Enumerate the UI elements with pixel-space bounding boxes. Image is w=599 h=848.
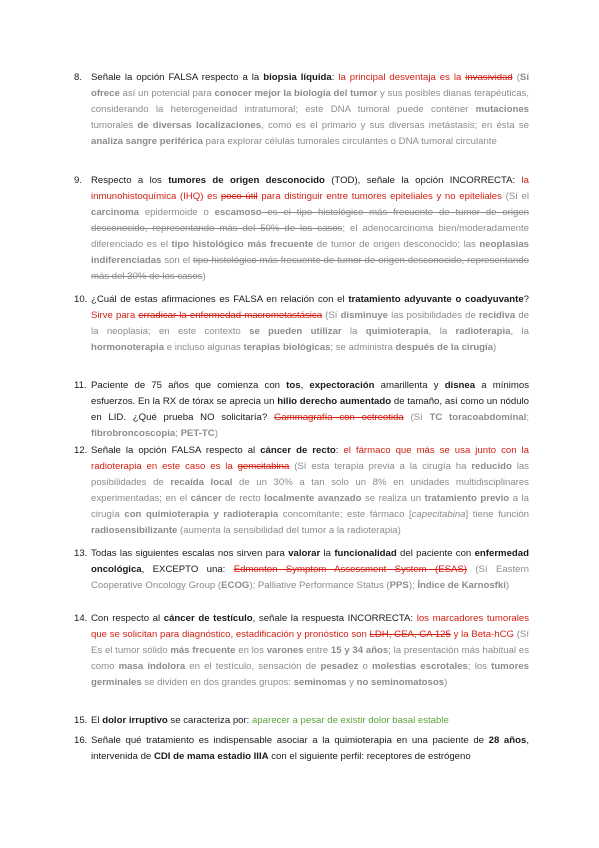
question-item [74, 292, 529, 356]
question-text [91, 378, 529, 442]
text-segment: cáncer de recto [260, 445, 336, 456]
text-segment: terapias biológicas [243, 342, 331, 353]
text-segment: son el [161, 255, 194, 266]
text-segment: entre [303, 645, 331, 656]
text-segment: ( [512, 72, 520, 83]
text-segment: del paciente con [396, 548, 475, 559]
text-segment: poco útil [220, 191, 258, 202]
text-segment: Señale qué tratamiento es indispensable asociar a la quimioterapia en una paciente de [91, 735, 489, 746]
text-segment: invasividad [465, 72, 513, 83]
text-segment: Sí ofrece [91, 72, 529, 99]
text-segment: escamoso [214, 207, 262, 218]
question-number: 16. [74, 735, 88, 746]
question-item [74, 611, 529, 691]
text-segment: PPS [389, 580, 409, 591]
text-segment: : [331, 72, 339, 83]
text-segment: ) [214, 428, 218, 439]
question-text [91, 713, 529, 729]
text-segment: las posibilidades de [388, 310, 479, 321]
text-segment: recidiva [478, 310, 516, 321]
text-segment: radioterapia [455, 326, 511, 337]
text-segment: , la [510, 326, 529, 337]
text-segment: la principal desventaja es la [338, 72, 466, 83]
text-segment: ; los [467, 661, 492, 672]
text-segment: disminuye [340, 310, 389, 321]
text-segment: recaída local [170, 477, 233, 488]
text-segment: en el testículo, sensación de [185, 661, 321, 672]
text-segment: Respecto a los [91, 175, 169, 186]
text-segment: PET-TC [180, 428, 215, 439]
text-segment: carcinoma [91, 207, 139, 218]
text-segment: Señale la opción FALSA respecto a la [91, 72, 264, 83]
text-segment: Edmonton Symptom Assessment System (ESAS) [233, 564, 467, 575]
text-segment: amarillenta y [374, 380, 445, 391]
text-segment: tumores germinales [91, 661, 529, 688]
text-segment: tipo histológico más frecuente [171, 239, 314, 250]
text-segment: (Sí [403, 412, 430, 423]
text-segment: se realiza un [361, 493, 425, 504]
text-segment: se dividen en dos grandes grupos: [141, 677, 294, 688]
text-segment: varones [266, 645, 304, 656]
text-segment: la [341, 326, 366, 337]
text-segment: no seminomatosos [356, 677, 445, 688]
text-segment: CDI de mama estadio IIIA [153, 751, 269, 762]
text-segment: y sus posibles dianas terapéuticas, considerando la heterogeneidad intratumoral; este DNA tumoral puede contener [91, 88, 529, 115]
text-segment: e incluso algunas [164, 342, 244, 353]
text-segment: ; se administra [330, 342, 396, 353]
text-segment: Con respecto al [91, 613, 164, 624]
text-segment: para distinguir entre tumores epiteliales y no epiteliales [257, 191, 502, 202]
text-segment: (Sí Eastern Cooperative Oncology Group ( [91, 564, 530, 591]
text-segment: para explorar células tumorales circulantes o DNA tumoral circulante [202, 136, 497, 147]
text-segment: (Sí el [501, 191, 530, 202]
text-segment: más frecuente [170, 645, 236, 656]
text-segment: tumorales [91, 120, 138, 131]
text-segment: mutaciones [475, 104, 529, 115]
text-segment: (Sí esta terapia previa a la cirugía ha [289, 461, 472, 472]
text-segment: Índice de Karnosfki [417, 580, 506, 591]
text-segment: expectoración [309, 380, 375, 391]
text-segment: así un potencial para [119, 88, 215, 99]
text-segment: tipo histológico más frecuente de tumor de origen desconocido, representando más del 30% de los casos [91, 255, 529, 282]
text-segment: ) [493, 342, 497, 353]
text-segment: tumores de origen desconocido [168, 175, 325, 186]
text-segment: ); Palliative Performance Status ( [249, 580, 390, 591]
text-segment: de tumor de origen desconocido; las [313, 239, 480, 250]
question-item [74, 378, 530, 442]
text-segment: a la cirugía [91, 493, 530, 520]
question-number: 12. [74, 445, 88, 456]
text-segment: ) [202, 271, 206, 282]
text-segment: (Sí Es el tumor sólido [91, 629, 529, 656]
question-text [91, 173, 529, 285]
text-segment: Paciente de 75 años que comienza con [91, 380, 287, 391]
text-segment: 15 y 34 años [330, 645, 389, 656]
text-segment: concomitante; este fármaco [ [278, 509, 412, 520]
question-item [74, 443, 530, 539]
text-segment: los marcadores tumorales que se solicitan para diagnóstico, estadificación y pronóstico son [91, 613, 529, 640]
text-segment: localmente avanzado [264, 493, 362, 504]
text-segment: y la Beta-hCG [450, 629, 514, 640]
text-segment: TC toracoabdominal [429, 412, 527, 423]
text-segment: epidermoide o [139, 207, 215, 218]
question-item [74, 70, 529, 150]
text-segment: es el tipo histológico más frecuente de tumor de origen desconocido, representando más del 50% de los casos [91, 207, 529, 234]
text-segment: masa indolora [118, 661, 186, 672]
text-segment: hormonoterapia [91, 342, 165, 353]
text-segment: reducido [471, 461, 512, 472]
text-segment: radiosensibilizante [91, 525, 178, 536]
text-segment: (Sí [322, 310, 341, 321]
text-segment: ¿Cuál de estas afirmaciones es FALSA en relación con el [91, 294, 349, 305]
text-segment: Gammagrafía con octreotida [273, 412, 404, 423]
text-segment: de recto [221, 493, 265, 504]
text-segment: cáncer [190, 493, 222, 504]
text-segment: ) [505, 580, 510, 591]
text-segment: la [320, 548, 335, 559]
text-segment: analiza sangre periférica [91, 136, 203, 147]
text-segment: , como es el primario y sus diversas metástasis; en ésta se [261, 120, 529, 131]
text-segment: quimioterapia [365, 326, 429, 337]
text-segment: , señale la respuesta INCORRECTA: [252, 613, 417, 624]
text-segment: y [346, 677, 357, 688]
text-segment: ] tiene función [465, 509, 530, 520]
text-segment: funcionalidad [334, 548, 397, 559]
text-segment: de tamaño, así como un nódulo en LID. ¿Qué prueba NO solicitaría? [91, 396, 529, 423]
text-segment: , intervenida de [91, 735, 529, 762]
text-segment: neoplasias indiferenciadas [91, 239, 529, 266]
text-segment: a mínimos esfuerzos. En la RX de tórax se aprecia un [91, 380, 530, 407]
text-segment: capecitabina [411, 509, 466, 520]
question-number: 8. [74, 72, 83, 83]
text-segment: molestias escrotales [372, 661, 468, 672]
text-segment: conocer mejor la biología del tumor [214, 88, 378, 99]
text-segment: ) [444, 677, 448, 688]
text-segment: 28 años [488, 735, 527, 746]
text-segment: con quimioterapia y radioterapia [124, 509, 279, 520]
question-text [91, 733, 529, 765]
text-segment: biopsia líquida [263, 72, 332, 83]
text-segment: ; [526, 412, 529, 423]
text-segment: pesadez [320, 661, 359, 672]
text-segment: seminomas [293, 677, 347, 688]
text-segment: las posibilidades de [91, 461, 529, 488]
question-text [91, 70, 529, 150]
text-segment: El [91, 715, 103, 726]
text-segment: , EXCEPTO una: [141, 564, 234, 575]
text-segment: se caracteriza por: [167, 715, 253, 726]
text-segment: ; el adenocarcinoma bien/moderadamente diferenciado es el [91, 223, 529, 250]
question-item [74, 173, 530, 285]
text-segment: ; la presentación más habitual es como [91, 645, 529, 672]
text-segment: cáncer de testículo [163, 613, 253, 624]
text-segment: : [335, 445, 344, 456]
text-segment: ; [175, 428, 181, 439]
text-segment: tratamiento previo [424, 493, 510, 504]
question-item [74, 713, 529, 729]
question-text [91, 292, 529, 356]
question-item [74, 546, 530, 594]
question-item [74, 733, 529, 765]
question-number: 13. [74, 548, 88, 559]
text-segment: LDH, CEA, CA 125 [369, 629, 451, 640]
text-segment: enfermedad oncológica [91, 548, 529, 575]
text-segment: de la neoplasia; en este contexto [91, 310, 529, 337]
text-segment: Señale la opción FALSA respecto al [91, 445, 261, 456]
text-segment: después de la cirugía [395, 342, 494, 353]
text-segment: la inmunohistoquímica (IHQ) es [91, 175, 529, 202]
text-segment: ? [523, 294, 529, 305]
question-text [91, 443, 529, 539]
text-segment: tos [286, 380, 301, 391]
question-number: 9. [74, 175, 83, 186]
text-segment: fibrobroncoscopia [91, 428, 176, 439]
text-segment: de diversas localizaciones [137, 120, 262, 131]
text-segment: dolor irruptivo [102, 715, 168, 726]
question-text [91, 546, 529, 594]
text-segment: ECOG [221, 580, 250, 591]
text-segment: tratamiento adyuvante o coadyuvante [348, 294, 524, 305]
question-number: 14. [74, 613, 88, 624]
question-number: 15. [74, 715, 88, 726]
question-text [91, 611, 529, 691]
text-segment: ); [408, 580, 418, 591]
text-segment: o [358, 661, 372, 672]
text-segment: el fármaco que más se usa junto con la radioterapia en este caso es la [91, 445, 530, 472]
text-segment: se pueden utilizar [249, 326, 342, 337]
text-segment: (aumenta la sensibilidad del tumor a la radioterapia) [177, 525, 401, 536]
text-segment: en los [235, 645, 267, 656]
text-segment: hilio derecho aumentado [277, 396, 392, 407]
text-segment: de un 30% a tan solo un 8% en unidades multidisciplinares experimentadas; en el [91, 477, 529, 504]
question-number: 10. [74, 294, 88, 305]
text-segment: (TOD), señale la opción INCORRECTA: [324, 175, 522, 186]
text-segment: gemcitabina [237, 461, 290, 472]
text-segment: aparecer a pesar de existir dolor basal estable [252, 715, 449, 726]
text-segment: valorar [288, 548, 321, 559]
text-segment: , [300, 380, 310, 391]
text-segment: erradicar la enfermedad macrometastásica [138, 310, 323, 321]
text-segment: , la [428, 326, 456, 337]
text-segment: con el siguiente perfil: receptores de estrógeno [268, 751, 471, 762]
text-segment: Todas las siguientes escalas nos sirven para [91, 548, 289, 559]
question-number: 11. [74, 380, 87, 391]
text-segment: disnea [444, 380, 476, 391]
text-segment: Sirve para [91, 310, 139, 321]
